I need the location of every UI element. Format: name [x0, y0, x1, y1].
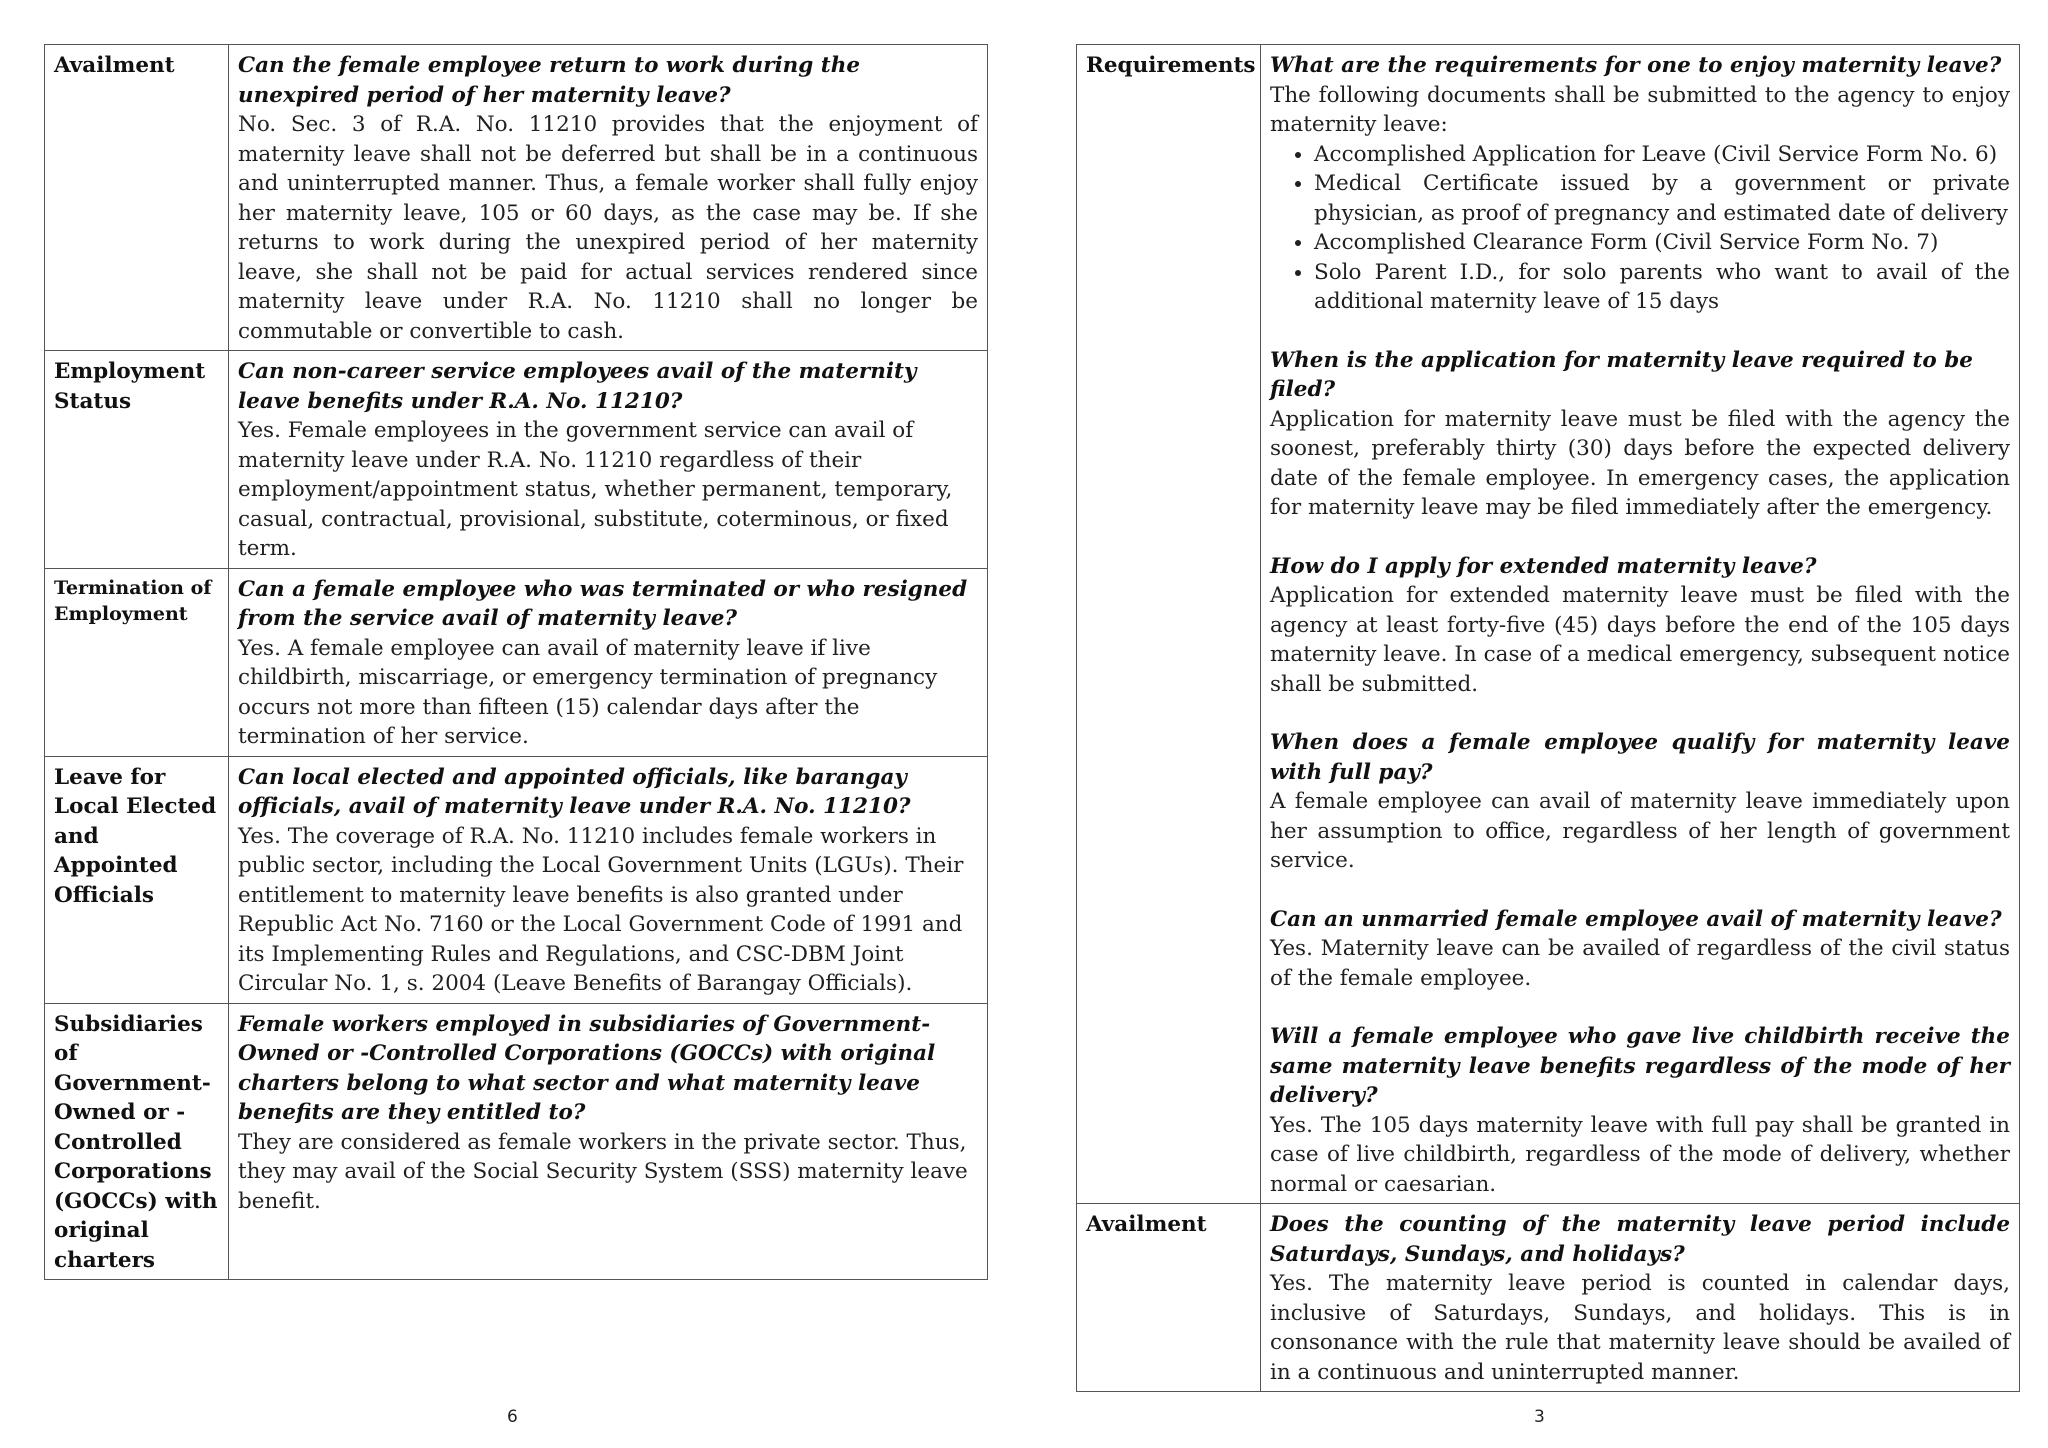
- question-text: Can non-career service employees avail of the maternity leave benefits under R.A. No. 11210?: [238, 359, 917, 414]
- question-text: Will a female employee who gave live childbirth receive the same maternity leave benefits regardless of the mode of her delivery?: [1270, 1024, 2010, 1108]
- qa-block: [1270, 1022, 2010, 1199]
- qa-block: [1270, 346, 2010, 523]
- list-item: • Solo Parent I.D., for solo parents who want to avail of the additional maternity leave of 15 days: [1314, 258, 2010, 317]
- qa-cell: [1261, 45, 2020, 1204]
- page-number: 6: [507, 1407, 518, 1427]
- answer-text: Application for extended maternity leave must be filed with the agency at least forty-five (45) days before the end of the 105 days maternity leave. In case of a medical emergency, subsequent notice shall be submitted.: [1270, 583, 2010, 697]
- qa-block: [1270, 51, 2010, 317]
- table-row: [45, 351, 988, 569]
- qa-cell: [229, 568, 988, 756]
- question-text: Can an unmarried female employee avail of maternity leave?: [1270, 906, 2002, 932]
- qa-cell: [229, 45, 988, 351]
- qa-block: [1270, 552, 2010, 700]
- qa-block: [1270, 905, 2010, 994]
- answer-text: They are considered as female workers in the private sector. Thus, they may avail of the Social Security System (SSS) maternity leave benefit.: [238, 1129, 968, 1214]
- question-text: Does the counting of the maternity leave period include Saturdays, Sundays, and holidays?: [1270, 1212, 2010, 1267]
- qa-cell: [229, 1003, 988, 1280]
- question-text: How do I apply for extended maternity leave?: [1270, 553, 1817, 579]
- table-row: [1077, 45, 2020, 1204]
- left-faq-table: [44, 44, 988, 1280]
- table-row: [45, 568, 988, 756]
- category-cell: Availment: [1077, 1204, 1261, 1392]
- table-row: [45, 45, 988, 351]
- answer-text: Yes. The coverage of R.A. No. 11210 includes female workers in public sector, including the Local Government Units (LGUs). Their entitlement to maternity leave benefits is also granted under Republic Act No. 7160 or the Local Government Code of 1991 and its Implementing Rules and Regulations, and CSC-DBM Joint Circular No. 1, s. 2004 (Leave Benefits of Barangay Officials).: [238, 823, 964, 996]
- table-row: [1077, 1204, 2020, 1392]
- list-item: • Accomplished Application for Leave (Civil Service Form No. 6): [1314, 140, 2010, 170]
- qa-cell: [229, 351, 988, 569]
- category-cell: Leave for Local Elected and Appointed Officials: [45, 756, 229, 1003]
- right-faq-table: [1076, 44, 2020, 1392]
- answer-text: Yes. Female employees in the government service can avail of maternity leave under R.A. No. 11210 regardless of their employment/appointment status, whether permanent, temporary, casual, contractual, provisional, substitute, coterminous, or fixed term.: [238, 418, 953, 561]
- table-row: [45, 756, 988, 1003]
- qa-block: [1270, 728, 2010, 876]
- table-row: [45, 1003, 988, 1280]
- answer-text: A female employee can avail of maternity leave immediately upon her assumption to office, regardless of her length of government service.: [1270, 789, 2010, 873]
- qa-cell: [1261, 1204, 2020, 1392]
- category-cell: Availment: [45, 45, 229, 351]
- page-number: 3: [1534, 1407, 1545, 1427]
- category-cell: Subsidiaries of Government-Owned or -Controlled Corporations (GOCCs) with original charters: [45, 1003, 229, 1280]
- category-cell: Employment Status: [45, 351, 229, 569]
- list-item: • Medical Certificate issued by a government or private physician, as proof of pregnancy and estimated date of delivery: [1314, 169, 2010, 228]
- list-item: • Accomplished Clearance Form (Civil Service Form No. 7): [1314, 228, 2010, 258]
- category-cell: Termination of Employment: [45, 568, 229, 756]
- question-text: When does a female employee qualify for maternity leave with full pay?: [1270, 730, 2010, 785]
- answer-text: Yes. A female employee can avail of maternity leave if live childbirth, miscarriage, or emergency termination of pregnancy occurs not more than fifteen (15) calendar days after the termination of her service.: [238, 635, 938, 749]
- question-text: What are the requirements for one to enjoy maternity leave?: [1270, 53, 2002, 78]
- question-text: Can local elected and appointed officials, like barangay officials, avail of maternity leave under R.A. No. 11210?: [238, 764, 911, 819]
- answer-text: The following documents shall be submitted to the agency to enjoy maternity leave:: [1270, 82, 2010, 137]
- question-text: Can the female employee return to work during the unexpired period of her maternity leave?: [238, 53, 861, 108]
- answer-text: Yes. The 105 days maternity leave with full pay shall be granted in case of live childbirth, regardless of the mode of delivery, whether normal or caesarian.: [1270, 1112, 2010, 1197]
- question-text: Female workers employed in subsidiaries of Government-Owned or -Controlled Corporations (GOCCs) with original charters belong to what sector and what maternity leave benefits are they entitled to?: [238, 1011, 936, 1125]
- qa-cell: [229, 756, 988, 1003]
- requirements-list: [1270, 140, 2010, 317]
- question-text: Can a female employee who was terminated or who resigned from the service avail of maternity leave?: [238, 576, 968, 631]
- question-text: When is the application for maternity leave required to be filed?: [1270, 347, 1973, 402]
- answer-text: Application for maternity leave must be filed with the agency the soonest, preferably thirty (30) days before the expected delivery date of the female employee. In emergency cases, the application for maternity leave may be filed immediately after the emergency.: [1270, 406, 2010, 520]
- answer-text: Yes. Maternity leave can be availed of regardless of the civil status of the female employee.: [1270, 936, 2010, 991]
- answer-text: No. Sec. 3 of R.A. No. 11210 provides that the enjoyment of maternity leave shall not be deferred but shall be in a continuous and uninterrupted manner. Thus, a female worker shall fully enjoy her maternity leave, 105 or 60 days, as the case may be. If she returns to work during the unexpired period of her maternity leave, she shall not be paid for actual services rendered since maternity leave under R.A. No. 11210 shall no longer be commutable or convertible to cash.: [238, 112, 978, 344]
- answer-text: Yes. The maternity leave period is counted in calendar days, inclusive of Saturdays, Sundays, and holidays. This is in consonance with the rule that maternity leave should be availed of in a continuous and uninterrupted manner.: [1270, 1271, 2010, 1385]
- category-cell: Requirements: [1077, 45, 1261, 1204]
